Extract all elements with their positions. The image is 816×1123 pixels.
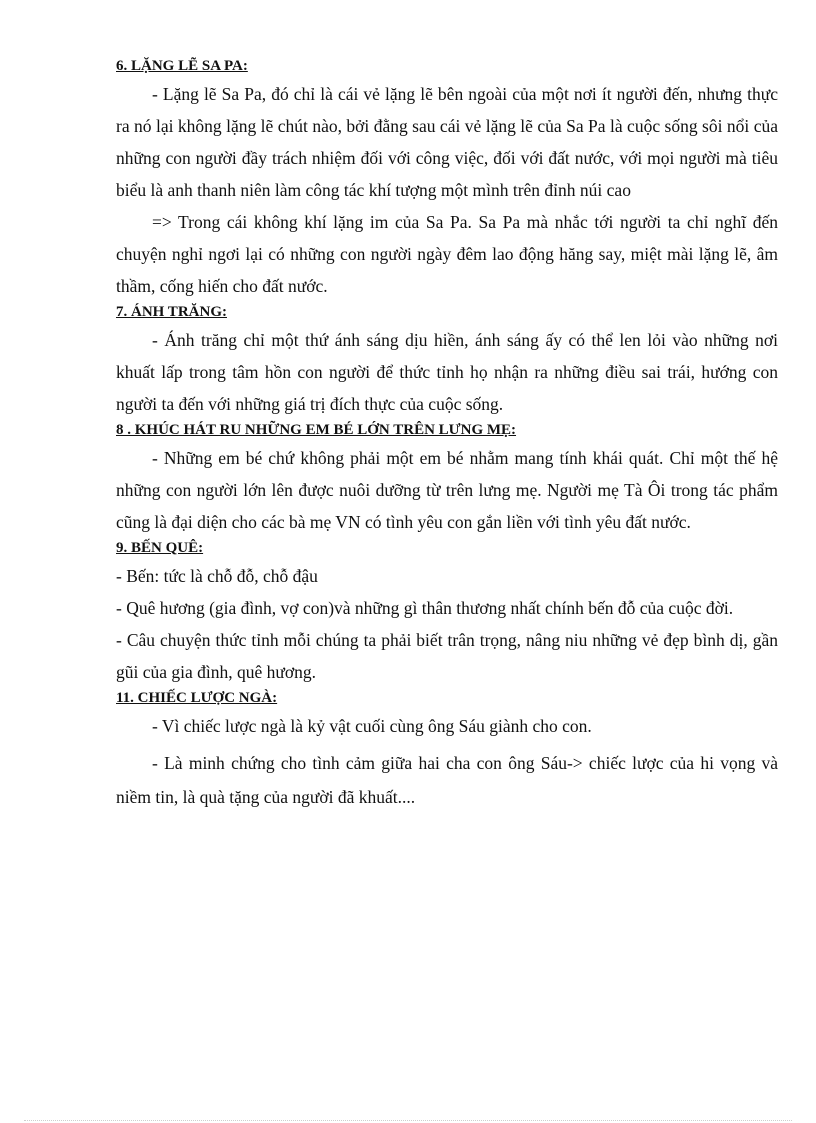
section-11-paragraph-1: - Vì chiếc lược ngà là kỷ vật cuối cùng ông Sáu giành cho con. (152, 716, 592, 736)
section-heading-7: 7. ÁNH TRĂNG: (116, 304, 227, 320)
section-9-line-3: - Câu chuyện thức tỉnh mỗi chúng ta phải biết trân trọng, nâng niu những vẻ đẹp bình dị, gần gũi của gia đình, quê hương. (116, 630, 778, 682)
section-6-paragraph-2: => Trong cái không khí lặng im của Sa Pa. Sa Pa mà nhắc tới người ta chỉ nghĩ đến chuyện nghỉ ngơi lại có những con người ngày đêm lao động hăng say, miệt mài lặng lẽ, âm thầm, cống hiến cho đất nước. (116, 212, 778, 296)
section-6-paragraph-1: - Lặng lẽ Sa Pa, đó chỉ là cái vẻ lặng lẽ bên ngoài của một nơi ít người đến, nhưng thực ra nó lại không lặng lẽ chút nào, bởi đằng sau cái vẻ lặng lẽ của Sa Pa là cuộc sống sôi nổi của những con người đầy trách nhiệm đối với công việc, đối với đất nước, với mọi người mà tiêu biểu là anh thanh niên làm công tác khí tượng một mình trên đỉnh núi cao (116, 84, 778, 200)
page-bottom-divider (24, 1120, 792, 1121)
section-8-paragraph-1: - Những em bé chứ không phải một em bé nhằm mang tính khái quát. Chỉ một thế hệ những con người lớn lên được nuôi dưỡng từ trên lưng mẹ. Người mẹ Tà Ôi trong tác phẩm cũng là đại diện cho các bà mẹ VN có tình yêu con gắn liền với tình yêu đất nước. (116, 448, 778, 532)
section-heading-6: 6. LẶNG LẼ SA PA: (116, 58, 248, 74)
section-heading-9: 9. BẾN QUÊ: (116, 540, 204, 556)
section-7-paragraph-1: - Ánh trăng chỉ một thứ ánh sáng dịu hiền, ánh sáng ấy có thể len lỏi vào những nơi khuất lấp trong tâm hồn con người để thức tỉnh họ nhận ra những điều sai trái, hướng con người ta đến với những giá trị đích thực của cuộc sống. (116, 330, 778, 414)
section-9-line-2: - Quê hương (gia đình, vợ con)và những gì thân thương nhất chính bến đỗ của cuộc đời. (116, 598, 734, 618)
document-page (116, 50, 778, 814)
section-heading-8: 8 . KHÚC HÁT RU NHỮNG EM BÉ LỚN TRÊN LƯNG MẸ: (116, 422, 517, 438)
section-9-line-1: - Bến: tức là chỗ đỗ, chỗ đậu (116, 566, 318, 586)
section-heading-11: 11. CHIẾC LƯỢC NGÀ: (116, 690, 278, 706)
section-11-paragraph-2: - Là minh chứng cho tình cảm giữa hai cha con ông Sáu-> chiếc lược của hi vọng và niềm tin, là quà tặng của người đã khuất.... (116, 753, 778, 807)
